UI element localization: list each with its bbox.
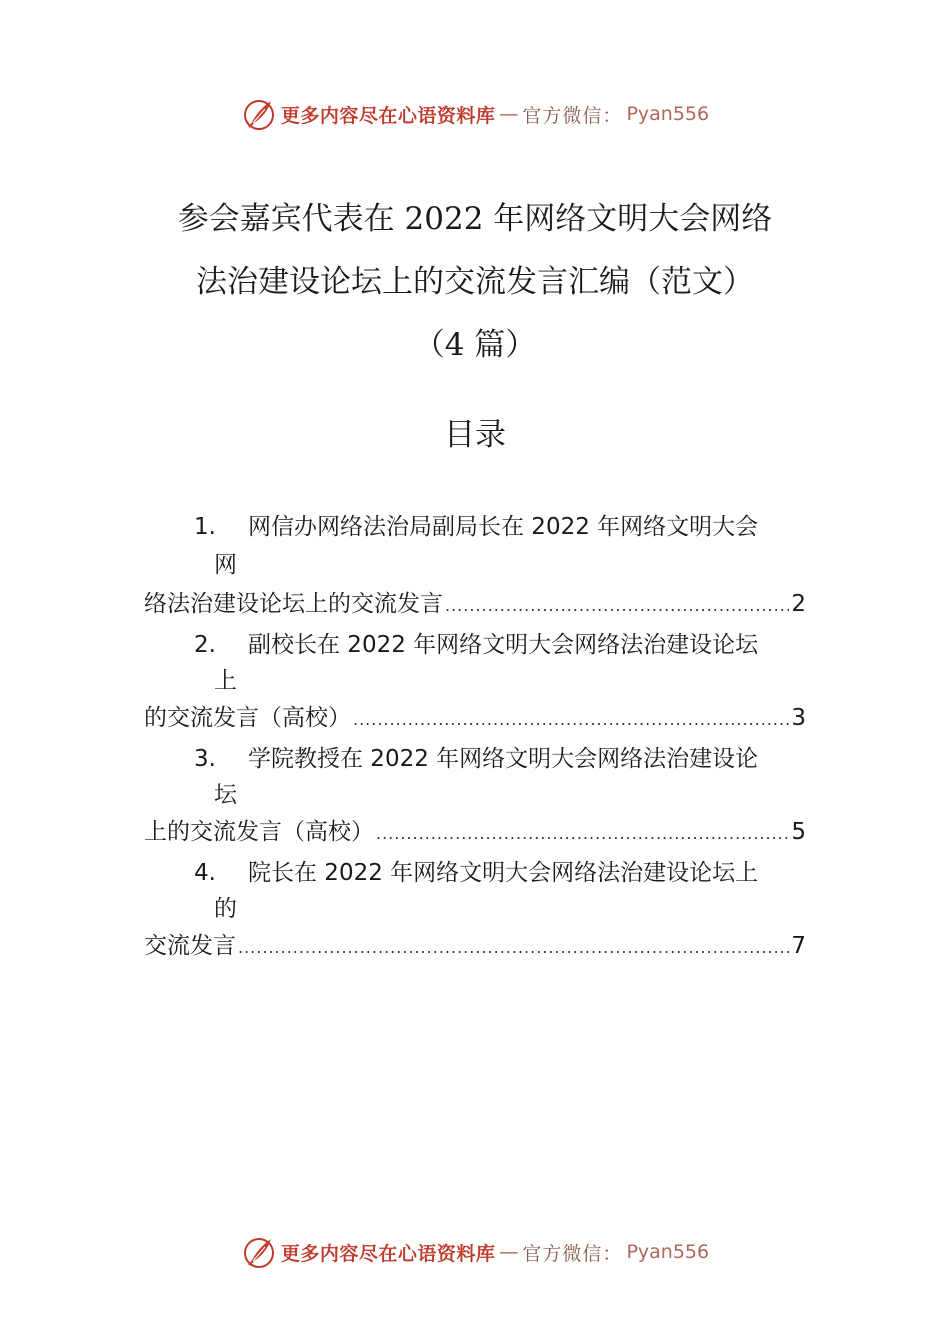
header-wechat-account: Pyan556: [626, 103, 710, 125]
toc-entry-title-line-3: 上的交流发言（高校）: [144, 819, 374, 845]
title-line-1: 参会嘉宾代表在 2022 年网络文明大会网络: [177, 201, 773, 237]
toc-entry-leader-line: [144, 815, 806, 851]
document-title: [0, 188, 950, 377]
feather-pen-logo-icon: [241, 1234, 277, 1270]
toc-entry-title-line-2: 网: [214, 552, 237, 578]
header-brand-text: 更多内容尽在心语资料库: [280, 104, 496, 127]
toc-heading: 目录: [444, 417, 506, 453]
toc-dot-leader: [238, 931, 789, 965]
footer-dash: —: [499, 1241, 519, 1263]
toc-entry-title-line-3: 络法治建设论坛上的交流发言: [144, 591, 443, 617]
toc-entry-title-line-1: 网信办网络法治局副局长在 2022 年网络文明大会: [248, 514, 759, 540]
toc-entry-title-line-1: 院长在 2022 年网络文明大会网络法治建设论坛上: [248, 860, 759, 886]
toc-entry-leader-line: [144, 701, 806, 737]
footer-wechat-account: Pyan556: [626, 1241, 710, 1263]
toc-entry-title-line-3: 的交流发言（高校）: [144, 705, 351, 731]
toc-entry-title-line-1: 副校长在 2022 年网络文明大会网络法治建设论坛: [248, 632, 759, 658]
toc-entry-title-line-2: 的: [214, 896, 237, 922]
toc-entry-number: 2.: [194, 632, 216, 658]
toc-entry-title-line-2: 上: [214, 668, 237, 694]
toc-page-number: 5: [791, 819, 806, 845]
toc-entry-title-line-1: 学院教授在 2022 年网络文明大会网络法治建设论: [248, 746, 759, 772]
footer-banner-content[interactable]: [241, 1232, 709, 1272]
toc-entry-title-line-3: 交流发言: [144, 933, 236, 959]
header-banner: [0, 94, 950, 134]
toc-entry-number: 1.: [194, 514, 216, 540]
toc-entry-title-line-2: 坛: [214, 782, 237, 808]
title-line-3: （4 篇）: [413, 327, 537, 363]
toc-dot-leader: [353, 703, 789, 737]
toc-dot-leader: [376, 817, 789, 851]
toc-entry-leader-line: [144, 929, 806, 965]
toc-page-number: 7: [791, 933, 806, 959]
footer-wechat-label: 官方微信：: [522, 1242, 623, 1265]
toc-entry-number: 3.: [194, 746, 216, 772]
footer-brand-text: 更多内容尽在心语资料库: [280, 1242, 496, 1265]
toc-entry-leader-line: [144, 587, 806, 623]
feather-pen-logo-icon: [241, 96, 277, 132]
title-line-2: 法治建设论坛上的交流发言汇编（范文）: [196, 264, 754, 300]
header-wechat-label: 官方微信：: [522, 104, 623, 127]
toc-page-number: 2: [791, 591, 806, 617]
toc-page-number: 3: [791, 705, 806, 731]
header-dash: —: [499, 103, 519, 125]
toc-entry-number: 4.: [194, 860, 216, 886]
toc-dot-leader: [445, 589, 789, 623]
footer-banner: [0, 1232, 950, 1272]
header-banner-content[interactable]: [241, 94, 709, 134]
